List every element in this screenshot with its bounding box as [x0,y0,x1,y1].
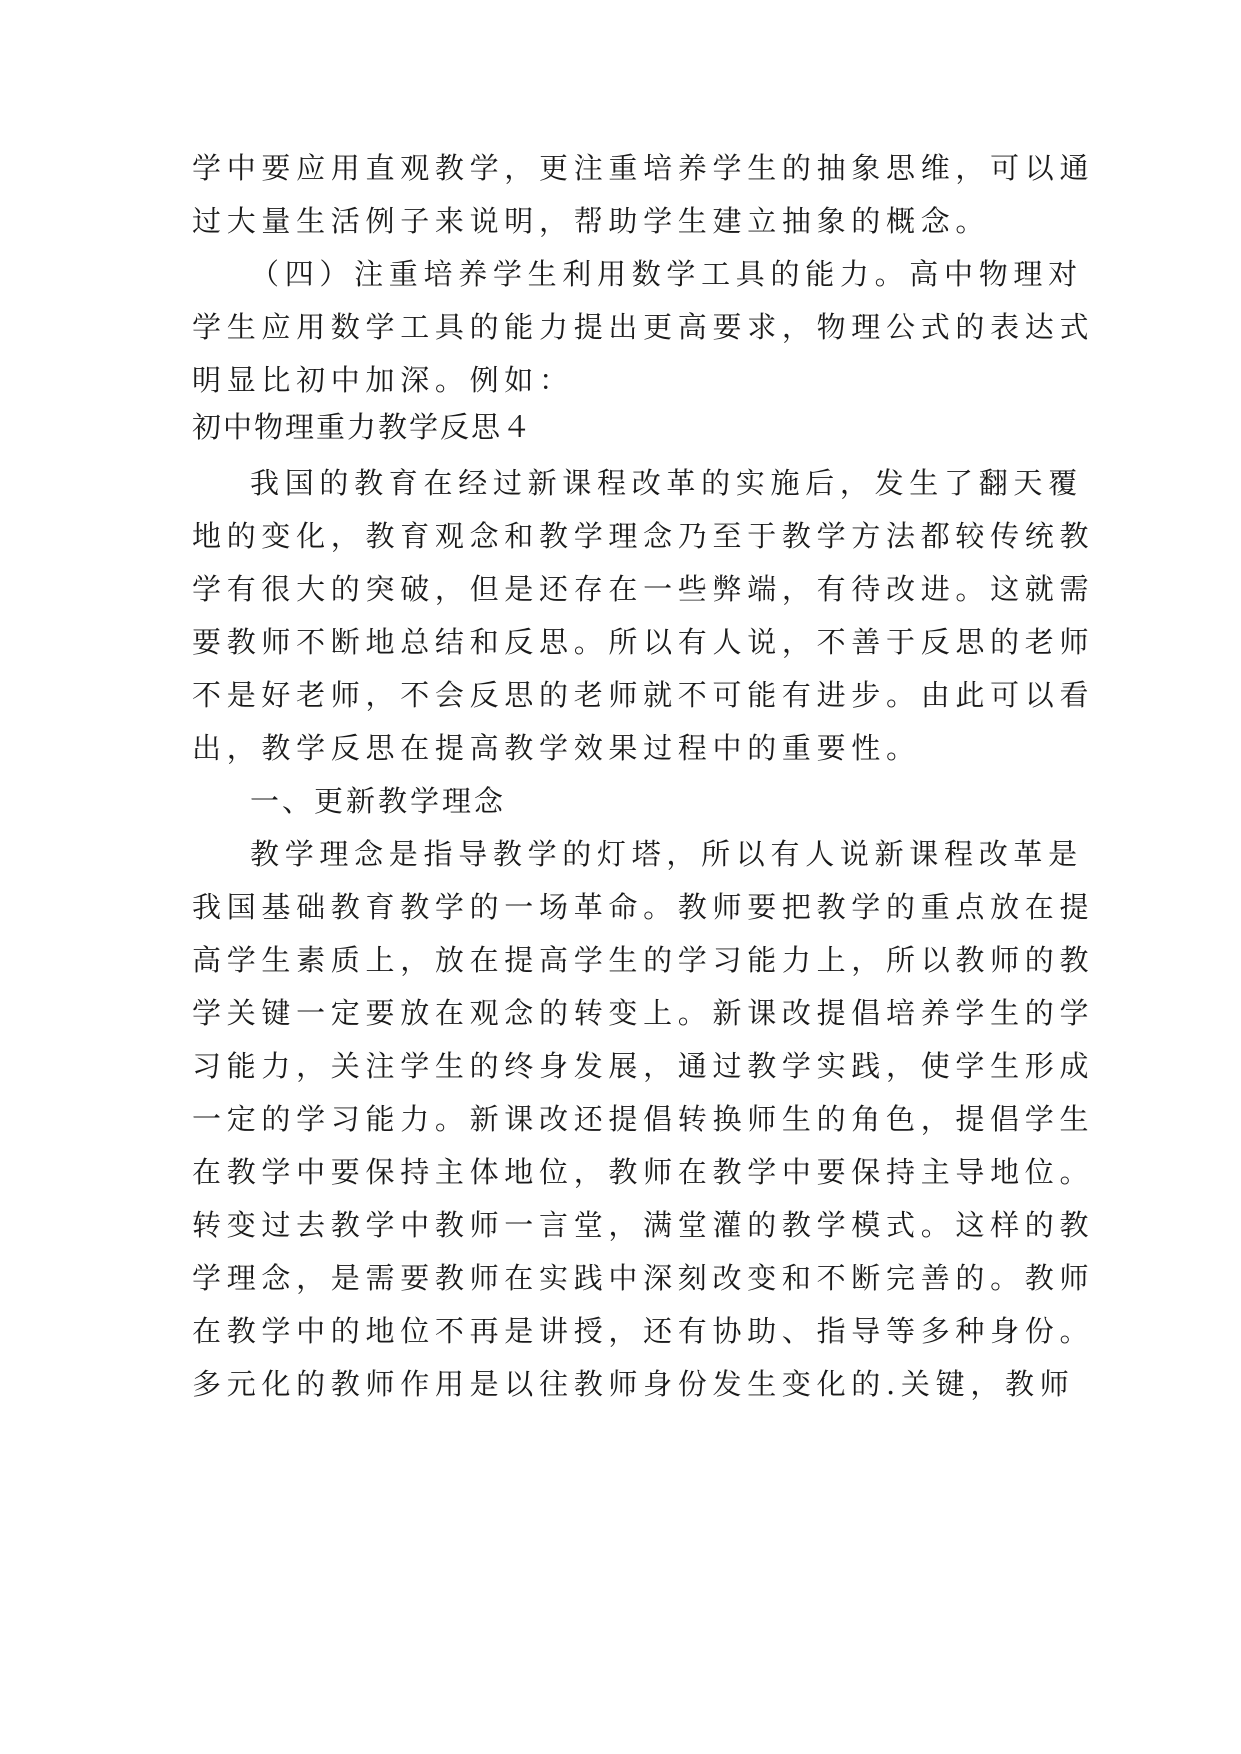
text-line: 转变过去教学中教师一言堂，满堂灌的教学模式。这样的教 [192,1208,1095,1242]
text-line: 习能力，关注学生的终身发展，通过教学实践，使学生形成 [192,1049,1095,1083]
text-line: 过大量生活例子来说明，帮助学生建立抽象的概念。 [192,204,991,238]
text-line: 我国的教育在经过新课程改革的实施后，发生了翻天覆 [250,466,1083,500]
text-line: 地的变化，教育观念和教学理念乃至于教学方法都较传统教 [192,519,1095,553]
text-line: 不是好老师，不会反思的老师就不可能有进步。由此可以看 [192,678,1095,712]
text-line: 学理念，是需要教师在实践中深刻改变和不断完善的。教师 [192,1261,1095,1295]
text-line: （四）注重培养学生利用数学工具的能力。高中物理对 [250,257,1083,291]
text-line: 多元化的教师作用是以往教师身份发生变化的.关键，教师 [192,1367,1075,1401]
text-line: 在教学中的地位不再是讲授，还有协助、指导等多种身份。 [192,1314,1095,1348]
text-line: 明显比初中加深。例如： [192,363,574,397]
section-title: 初中物理重力教学反思４ [192,410,534,444]
text-line: 学生应用数学工具的能力提出更高要求，物理公式的表达式 [192,310,1095,344]
text-line: 学中要应用直观教学，更注重培养学生的抽象思维，可以通 [192,151,1095,185]
text-line: 我国基础教育教学的一场革命。教师要把教学的重点放在提 [192,890,1095,924]
text-line: 高学生素质上，放在提高学生的学习能力上，所以教师的教 [192,943,1095,977]
text-line: 教学理念是指导教学的灯塔，所以有人说新课程改革是 [250,837,1083,871]
text-line: 在教学中要保持主体地位，教师在教学中要保持主导地位。 [192,1155,1095,1189]
text-line: 出，教学反思在提高教学效果过程中的重要性。 [192,731,921,765]
text-line: 要教师不断地总结和反思。所以有人说，不善于反思的老师 [192,625,1095,659]
text-line: 一定的学习能力。新课改还提倡转换师生的角色，提倡学生 [192,1102,1095,1136]
text-line: 学关键一定要放在观念的转变上。新课改提倡培养学生的学 [192,996,1095,1030]
subheading: 一、更新教学理念 [250,784,507,818]
text-line: 学有很大的突破，但是还存在一些弊端，有待改进。这就需 [192,572,1095,606]
